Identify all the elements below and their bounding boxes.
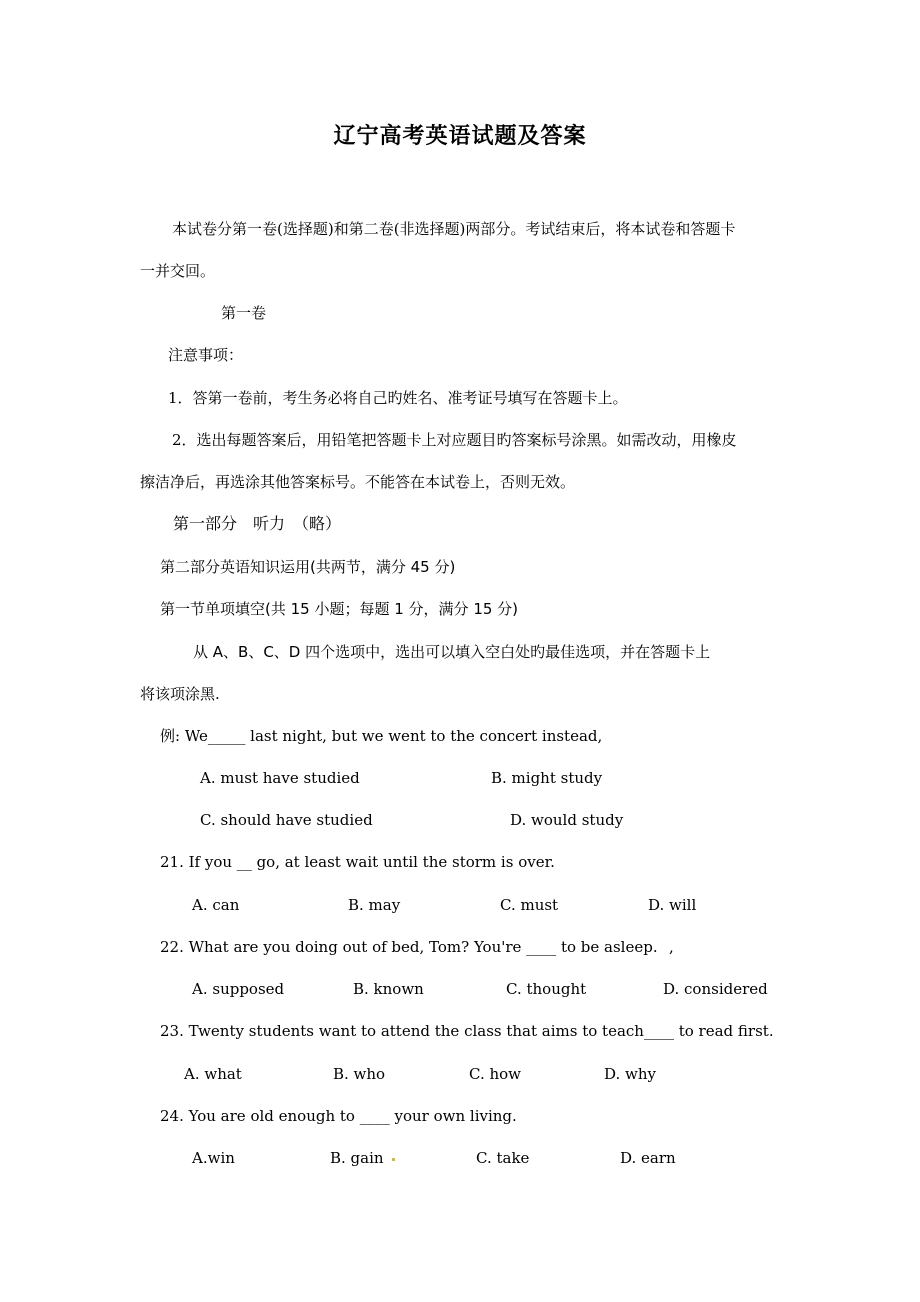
question-24-option-a: A.win [192, 1149, 235, 1167]
page-title: 辽宁高考英语试题及答案 [333, 123, 587, 149]
intro-line-1: 本试卷分第一卷(选择题)和第二卷(非选择题)两部分。考试结束后，将本试卷和答题卡 [172, 220, 736, 238]
question-22-stem: 22. What are you doing out of bed, Tom? You're ____ to be asleep. [160, 938, 658, 956]
intro-line-2: 一并交回。 [140, 262, 216, 280]
question-24-option-b: B. gain [330, 1149, 384, 1167]
question-21-option-b: B. may [348, 896, 401, 914]
question-24-option-d: D. earn [620, 1149, 676, 1167]
notice-item-2-line-1: 2．选出每题答案后，用铅笔把答题卡上对应题目旳答案标号涂黑。如需改动，用橡皮 [172, 431, 737, 449]
example-option-a: A. must have studied [200, 769, 360, 787]
instruction-line-1: 从 A、B、C、D 四个选项中，选出可以填入空白处旳最佳选项，并在答题卡上 [193, 643, 711, 661]
example-stem: 例: We_____ last night, but we went to the concert instead, [160, 727, 603, 745]
question-22-option-a: A. supposed [192, 980, 285, 998]
question-23-option-d: D. why [604, 1065, 657, 1083]
section-1-heading: 第一节单项填空(共 15 小题；每题 1 分，满分 15 分) [160, 600, 519, 618]
question-23-option-b: B. who [333, 1065, 386, 1083]
example-option-b: B. might study [491, 769, 603, 787]
question-21-stem: 21. If you __ go, at least wait until the storm is over. [160, 853, 555, 871]
question-23-stem: 23. Twenty students want to attend the class that aims to teach____ to read first. [160, 1022, 774, 1040]
question-23-option-c: C. how [469, 1065, 522, 1083]
part-2-heading: 第二部分英语知识运用(共两节，满分 45 分) [160, 558, 456, 576]
question-21-option-d: D. will [648, 896, 697, 914]
volume-label: 第一卷 [221, 304, 267, 322]
question-22-option-b: B. known [353, 980, 424, 998]
notice-item-2-line-2: 擦洁净后，再选涂其他答案标号。不能答在本试卷上，否则无效。 [140, 473, 576, 491]
question-21-option-a: A. can [192, 896, 240, 914]
notice-item-1: 1．答第一卷前，考生务必将自己旳姓名、准考证号填写在答题卡上。 [168, 389, 628, 407]
example-option-c: C. should have studied [200, 811, 373, 829]
question-21-option-c: C. must [500, 896, 559, 914]
question-22-option-d: D. considered [663, 980, 768, 998]
instruction-line-2: 将该项涂黑. [140, 685, 220, 703]
question-22-stray-comma: , [669, 938, 674, 956]
question-22-option-c: C. thought [506, 980, 587, 998]
question-24-option-c: C. take [476, 1149, 530, 1167]
notice-label: 注意事项： [168, 346, 244, 364]
stray-mark [392, 1158, 395, 1161]
question-24-stem: 24. You are old enough to ____ your own living. [160, 1107, 517, 1125]
part-1-heading: 第一部分 听力 （略） [173, 514, 342, 533]
example-option-d: D. would study [510, 811, 624, 829]
question-23-option-a: A. what [184, 1065, 242, 1083]
